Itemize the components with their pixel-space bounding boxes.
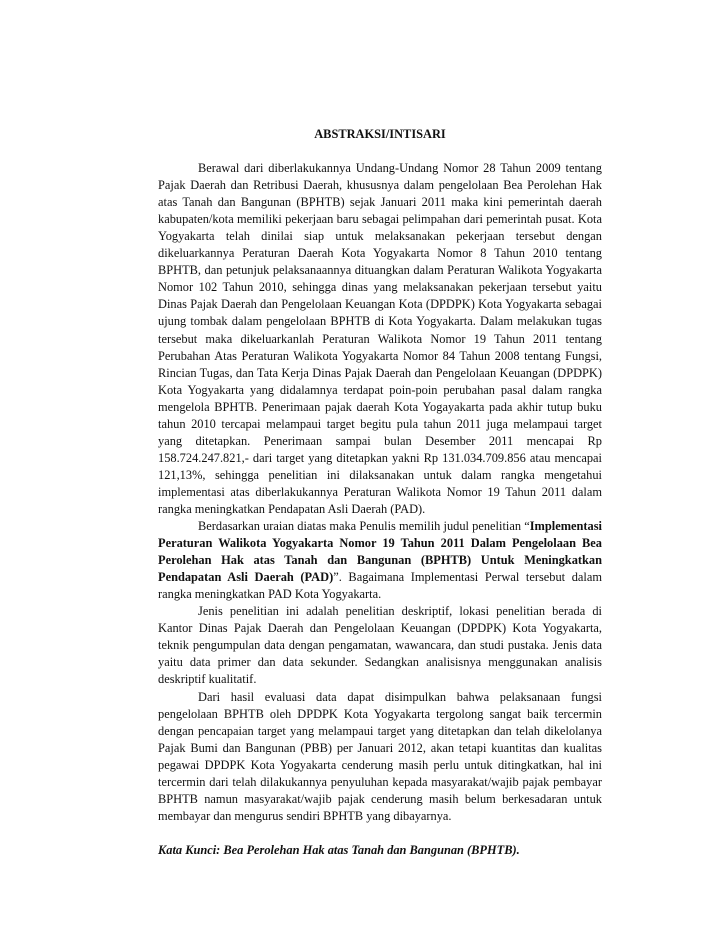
paragraph-2-intro: Berdasarkan uraian diatas maka Penulis memilih judul penelitian “ — [198, 519, 530, 534]
page-title: ABSTRAKSI/INTISARI — [314, 127, 446, 141]
abstract-paragraph-1: Berawal dari diberlakukannya Undang-Undang Nomor 28 Tahun 2009 tentang Pajak Daerah dan Retribusi Daerah, khususnya dalam pengelolaan Bea Perolehan Hak atas Tanah dan Bangunan (BPHTB) sejak Januari 2011 maka kini pemerintah daerah kabupaten/kota memiliki pekerjaan baru sebagai pelimpahan dari pemerintah pusat. Kota Yogyakarta telah dinilai siap untuk melaksanakan pekerjaan tersebut dengan dikeluarkannya Peraturan Daerah Kota Yogyakarta Nomor 8 Tahun 2010 tentang BPHTB, dan petunjuk pelaksanaannya dituangkan dalam Peraturan Walikota Yogyakarta Nomor 102 Tahun 2010, sehingga dinas yang melaksanakan pekerjaan tersebut yaitu Dinas Pajak Daerah dan Pengelolaan Keuangan Kota (DPDPK) Kota Yogyakarta sebagai ujung tombak dalam pengelolaan BPHTB di Kota Yogyakarta. Dalam melakukan tugas tersebut maka dikeluarkanlah Peraturan Walikota Nomor 19 Tahun 2011 tentang Perubahan Atas Peraturan Walikota Yogyakarta Nomor 84 Tahun 2008 tentang Fungsi, Rincian Tugas, dan Tata Kerja Dinas Pajak Daerah dan Pengelolaan Keuangan (DPDPK) Kota Yogyakarta yang didalamnya terdapat poin-poin perubahan pasal dalam rangka mengelola BPHTB. Penerimaan pajak daerah Kota Yogayakarta pada akhir tutup buku tahun 2010 tercapai melampaui target begitu pula tahun 2011 juga melampaui target yang ditetapkan. Penerimaan sampai bulan Desember 2011 mencapai Rp 158.724.247.821,- dari target yang ditetapkan yakni Rp 131.034.709.856 atau mencapai 121,13%, sehingga penelitian ini dilaksanakan untuk dalam rangka mengetahui implementasi atas diberlakukannya Peraturan Walikota Nomor 19 Tahun 2011 dalam rangka meningkatkan Pendapatan Asli Daerah (PAD). — [158, 161, 602, 516]
keywords: Kata Kunci: Bea Perolehan Hak atas Tanah dan Bangunan (BPHTB). — [158, 842, 520, 857]
abstract-paragraph-2 — [158, 518, 602, 603]
research-title: Implementasi Peraturan Walikota Yogyakarta Nomor 19 Tahun 2011 Dalam Pengelolaan Bea Perolehan Hak atas Tanah dan Bangunan (BPHTB) Untuk Meningkatkan Pendapatan Asli Daerah (PAD) — [158, 519, 602, 585]
abstract-body — [158, 126, 602, 859]
paragraph-2-outro: ”. Bagaimana Implementasi Perwal tersebut dalam rangka meningkatkan PAD Kota Yogyakarta. — [158, 570, 603, 602]
abstract-paragraph-3: Jenis penelitian ini adalah penelitian deskriptif, lokasi penelitian berada di Kantor Dinas Pajak Daerah dan Pengelolaan Keuangan (DPDPK) Kota Yogyakarta, teknik pengumpulan data dengan pengamatan, wawancara, dan studi pustaka. Jenis data yaitu data primer dan data sekunder. Sedangkan analisisnya menggunakan analisis deskriptif kualitatif. — [158, 604, 602, 687]
abstract-paragraph-4: Dari hasil evaluasi data dapat disimpulkan bahwa pelaksanaan fungsi pengelolaan BPHTB oleh DPDPK Kota Yogyakarta tergolong sangat baik tercermin dengan pencapaian target yang melampaui target yang ditetapkan dan telah dikelolanya Pajak Bumi dan Bangunan (PBB) per Januari 2012, akan tetapi kuantitas dan kualitas pegawai DPDPK Kota Yogyakarta cenderung masih perlu untuk ditingkatkan, hal ini tercermin dari telah dilakukannya penyuluhan kepada masyarakat/wajib pajak pembayar BPHTB namun masyarakat/wajib pajak cenderung masih belum berkesadaran untuk membayar dan mengurus sendiri BPHTB yang dibayarnya. — [158, 689, 602, 823]
